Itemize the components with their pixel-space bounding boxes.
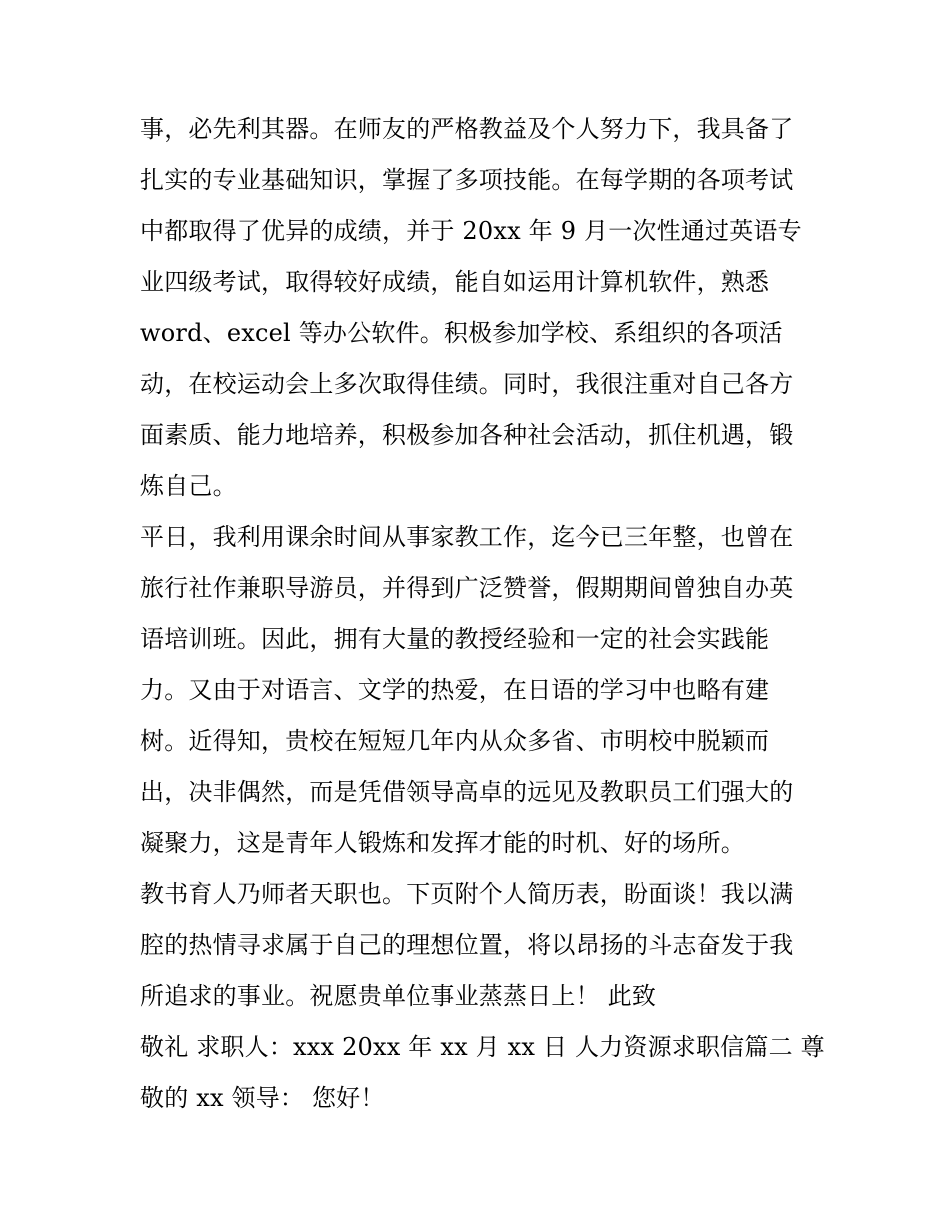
text-line-15: 凝聚力，这是青年人锻炼和发挥才能的时机、好的场所。: [140, 829, 745, 857]
text-line-19: 敬礼 求职人：xxx 20xx 年 xx 月 xx 日 人力资源求职信篇二 尊: [140, 1033, 825, 1061]
text-line-16: 教书育人乃师者天职也。下页附个人简历表，盼面谈！我以满: [140, 880, 794, 908]
text-line-2: 扎实的专业基础知识，掌握了多项技能。在每学期的各项考试: [140, 166, 794, 194]
text-line-14: 出，决非偶然，而是凭借领导高卓的远见及教职员工们强大的: [140, 778, 794, 806]
text-line-13: 树。近得知，贵校在短短几年内从众多省、市明校中脱颖而: [140, 727, 770, 755]
text-line-18: 所追求的事业。祝愿贵单位事业蒸蒸日上！ 此致: [140, 982, 657, 1010]
text-line-11: 语培训班。因此，拥有大量的教授经验和一定的社会实践能: [140, 625, 770, 653]
text-line-5: word、excel 等办公软件。积极参加学校、系组织的各项活: [140, 319, 783, 347]
text-line-3: 中都取得了优异的成绩，并于 20xx 年 9 月一次性通过英语专: [140, 217, 802, 245]
text-line-7: 面素质、能力地培养，积极参加各种社会活动，抓住机遇，锻: [140, 421, 794, 449]
text-line-12: 力。又由于对语言、文学的热爱，在日语的学习中也略有建: [140, 676, 770, 704]
text-line-10: 旅行社作兼职导游员，并得到广泛赞誉，假期期间曾独自办英: [140, 574, 794, 602]
text-line-6: 动，在校运动会上多次取得佳绩。同时，我很注重对自己各方: [140, 370, 794, 398]
text-line-4: 业四级考试，取得较好成绩，能自如运用计算机软件，熟悉: [140, 268, 770, 296]
text-line-17: 腔的热情寻求属于自己的理想位置，将以昂扬的斗志奋发于我: [140, 931, 794, 959]
text-line-8: 炼自己。: [140, 472, 237, 500]
text-line-1: 事，必先利其器。在师友的严格教益及个人努力下，我具备了: [140, 115, 794, 143]
text-line-20: 敬的 xx 领导： 您好！: [140, 1084, 385, 1112]
document-body: [140, 104, 825, 1124]
text-line-9: 平日，我利用课余时间从事家教工作，迄今已三年整，也曾在: [140, 523, 794, 551]
